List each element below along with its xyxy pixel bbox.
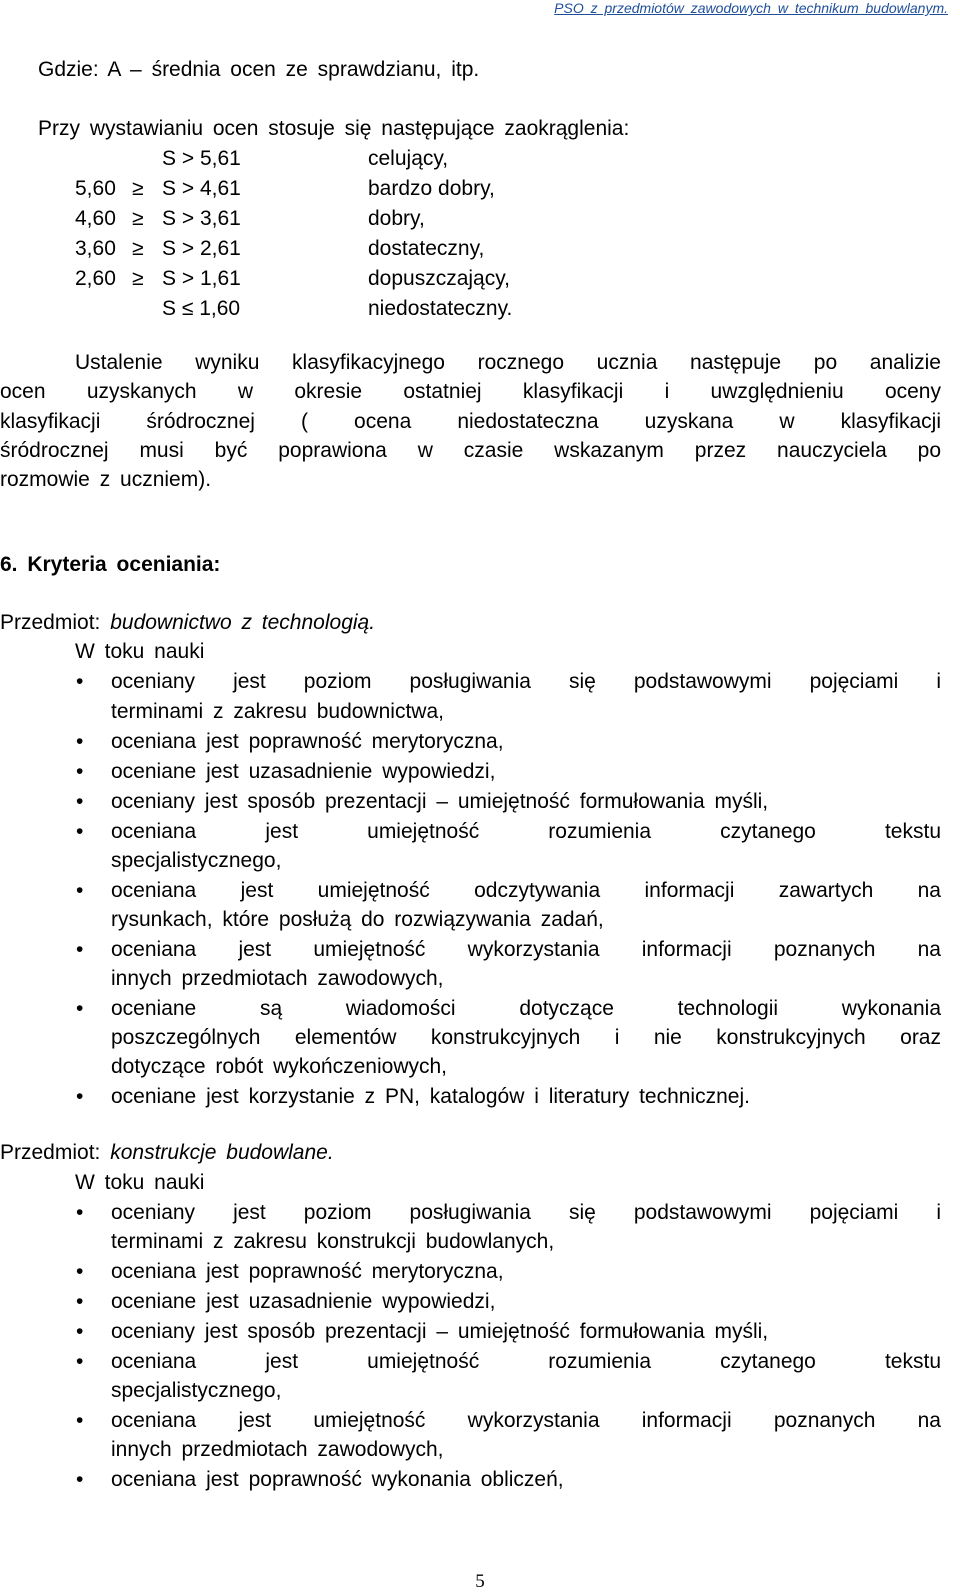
bullet-icon: • bbox=[76, 879, 84, 902]
subject-label: Przedmiot: bbox=[0, 1141, 101, 1164]
criteria-item-line: dotyczące robót wykończeniowych, bbox=[111, 1055, 447, 1078]
grade-condition: S > 1,61 bbox=[162, 267, 241, 290]
criteria-item-line: terminami z zakresu konstrukcji budowlanych, bbox=[111, 1230, 555, 1253]
criteria-item-line: oceniana jest umiejętność wykorzystania informacji poznanych na bbox=[111, 938, 941, 961]
criteria-item-line: oceniana jest poprawność wykonania obliczeń, bbox=[111, 1468, 564, 1491]
criteria-item-line: oceniane jest korzystanie z PN, katalogów i literatury technicznej. bbox=[111, 1085, 750, 1108]
relation-symbol: ≥ bbox=[132, 207, 144, 230]
criteria-item-line: oceniane jest uzasadnienie wypowiedzi, bbox=[111, 760, 496, 783]
bullet-icon: • bbox=[76, 1320, 84, 1343]
criteria-item-line: poszczególnych elementów konstrukcyjnych i nie konstrukcyjnych oraz bbox=[111, 1026, 941, 1049]
paragraph-line: rozmowie z uczniem). bbox=[0, 468, 212, 491]
subject-line bbox=[0, 611, 375, 635]
bullet-icon: • bbox=[76, 1290, 84, 1313]
grade-lower-bound: 2,60 bbox=[75, 267, 116, 290]
criteria-item-line: oceniany jest sposób prezentacji – umiejętność formułowania myśli, bbox=[111, 1320, 769, 1343]
criteria-item-line: oceniany jest poziom posługiwania się podstawowymi pojęciami i bbox=[111, 1201, 941, 1224]
criteria-item-line: oceniana jest umiejętność rozumienia czytanego tekstu bbox=[111, 820, 941, 843]
page-number: 5 bbox=[475, 1571, 485, 1592]
grade-condition: S > 2,61 bbox=[162, 237, 241, 260]
learning-intro: W toku nauki bbox=[75, 640, 205, 663]
bullet-icon: • bbox=[76, 1409, 84, 1432]
learning-intro: W toku nauki bbox=[75, 1171, 205, 1194]
bullet-icon: • bbox=[76, 1085, 84, 1108]
grade-name: celujący, bbox=[368, 147, 449, 170]
bullet-icon: • bbox=[76, 997, 84, 1020]
criteria-item-line: terminami z zakresu budownictwa, bbox=[111, 700, 444, 723]
running-header: PSO z przedmiotów zawodowych w technikum budowlanym. bbox=[554, 0, 948, 16]
criteria-item-line: oceniany jest sposób prezentacji – umiejętność formułowania myśli, bbox=[111, 790, 769, 813]
bullet-icon: • bbox=[76, 670, 84, 693]
bullet-icon: • bbox=[76, 760, 84, 783]
subject-name: konstrukcje budowlane. bbox=[110, 1141, 334, 1164]
criteria-item-line: specjalistycznego, bbox=[111, 1379, 282, 1402]
grade-name: dobry, bbox=[368, 207, 425, 230]
paragraph-line: ocen uzyskanych w okresie ostatniej klasyfikacji i uwzględnieniu oceny bbox=[0, 380, 941, 403]
relation-symbol: ≥ bbox=[132, 177, 144, 200]
subject-label: Przedmiot: bbox=[0, 611, 101, 634]
subject-line bbox=[0, 1141, 334, 1165]
bullet-icon: • bbox=[76, 1350, 84, 1373]
section-heading: 6. Kryteria oceniania: bbox=[0, 553, 221, 576]
grade-condition: S ≤ 1,60 bbox=[162, 297, 241, 320]
bullet-icon: • bbox=[76, 820, 84, 843]
criteria-item-line: innych przedmiotach zawodowych, bbox=[111, 1438, 444, 1461]
grade-name: dostateczny, bbox=[368, 237, 485, 260]
bullet-icon: • bbox=[76, 1468, 84, 1491]
bullet-icon: • bbox=[76, 1201, 84, 1224]
criteria-item-line: oceniana jest poprawność merytoryczna, bbox=[111, 1260, 504, 1283]
paragraph-line: śródrocznej musi być poprawiona w czasie wskazanym przez nauczyciela po bbox=[0, 439, 941, 462]
grade-name: bardzo dobry, bbox=[368, 177, 495, 200]
bullet-icon: • bbox=[76, 790, 84, 813]
subject-name: budownictwo z technologią. bbox=[110, 611, 376, 634]
paragraph-line: klasyfikacji śródrocznej ( ocena niedostateczna uzyskana w klasyfikacji bbox=[0, 410, 941, 433]
bullet-icon: • bbox=[76, 730, 84, 753]
criteria-item-line: specjalistycznego, bbox=[111, 849, 282, 872]
grade-name: niedostateczny. bbox=[368, 297, 513, 320]
grade-lower-bound: 3,60 bbox=[75, 237, 116, 260]
criteria-item-line: oceniana jest poprawność merytoryczna, bbox=[111, 730, 504, 753]
grade-condition: S > 4,61 bbox=[162, 177, 241, 200]
criteria-item-line: oceniana jest umiejętność odczytywania informacji zawartych na bbox=[111, 879, 941, 902]
bullet-icon: • bbox=[76, 938, 84, 961]
intro-line: Gdzie: A – średnia ocen ze sprawdzianu, itp. bbox=[38, 58, 480, 81]
criteria-item-line: oceniana jest umiejętność wykorzystania informacji poznanych na bbox=[111, 1409, 941, 1432]
grade-name: dopuszczający, bbox=[368, 267, 511, 290]
bullet-icon: • bbox=[76, 1260, 84, 1283]
criteria-item-line: oceniana jest umiejętność rozumienia czytanego tekstu bbox=[111, 1350, 941, 1373]
criteria-item-line: oceniane są wiadomości dotyczące technologii wykonania bbox=[111, 997, 941, 1020]
criteria-item-line: oceniany jest poziom posługiwania się podstawowymi pojęciami i bbox=[111, 670, 941, 693]
grade-lower-bound: 5,60 bbox=[75, 177, 116, 200]
rounding-intro: Przy wystawianiu ocen stosuje się następujące zaokrąglenia: bbox=[38, 117, 630, 140]
relation-symbol: ≥ bbox=[132, 267, 144, 290]
criteria-item-line: rysunkach, które posłużą do rozwiązywania zadań, bbox=[111, 908, 604, 931]
grade-lower-bound: 4,60 bbox=[75, 207, 116, 230]
criteria-item-line: innych przedmiotach zawodowych, bbox=[111, 967, 444, 990]
grade-condition: S > 5,61 bbox=[162, 147, 241, 170]
relation-symbol: ≥ bbox=[132, 237, 144, 260]
grade-condition: S > 3,61 bbox=[162, 207, 241, 230]
criteria-item-line: oceniane jest uzasadnienie wypowiedzi, bbox=[111, 1290, 496, 1313]
paragraph-line: Ustalenie wyniku klasyfikacyjnego rocznego ucznia następuje po analizie bbox=[75, 351, 941, 374]
